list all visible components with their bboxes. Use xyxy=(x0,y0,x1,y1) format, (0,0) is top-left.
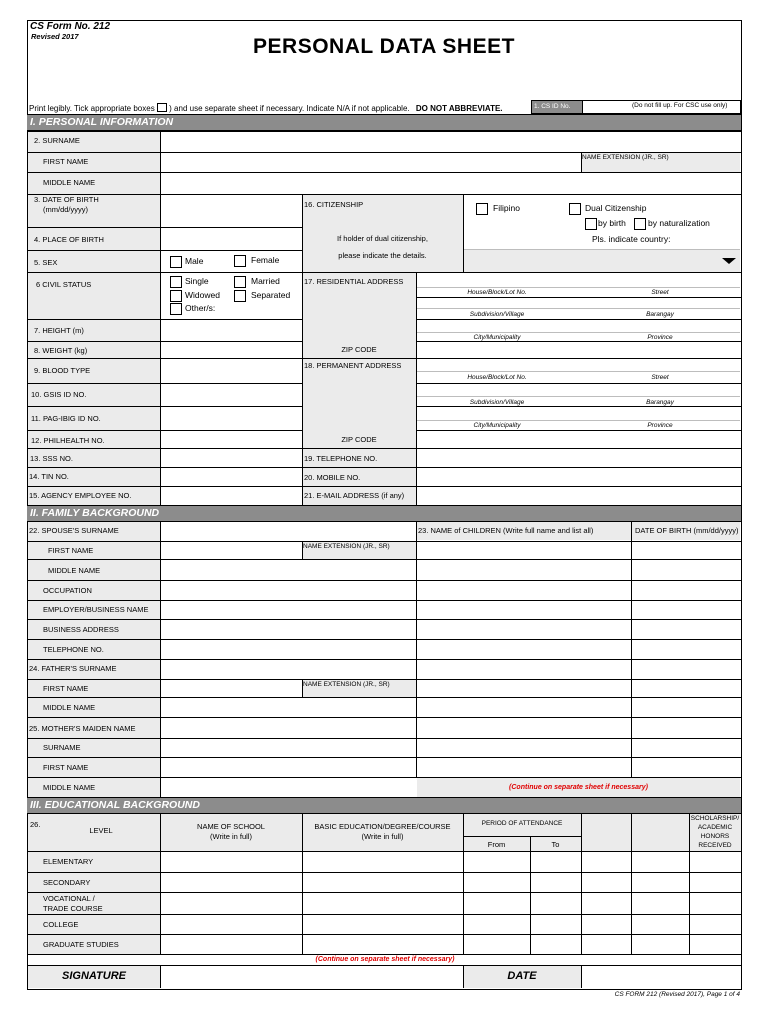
res-province-label: Province xyxy=(647,334,673,341)
mother-maiden-label: 25. MOTHER'S MAIDEN NAME xyxy=(29,724,136,733)
dual-citizenship-checkbox[interactable] xyxy=(569,203,581,215)
children-header: 23. NAME of CHILDREN (Write full name and list all) xyxy=(418,526,594,535)
education-number: 26. xyxy=(30,820,41,829)
secondary-school-field[interactable] xyxy=(161,873,301,891)
res-zip-field[interactable] xyxy=(417,342,740,357)
name-extension-label: NAME EXTENSION (JR., SR) xyxy=(582,154,669,161)
perm-province-label: Province xyxy=(647,422,673,429)
surname-label: 2. SURNAME xyxy=(34,136,80,145)
by-birth-label: by birth xyxy=(598,218,626,228)
height-field[interactable] xyxy=(161,320,301,340)
dob-field[interactable] xyxy=(161,195,301,226)
email-field[interactable] xyxy=(417,487,740,504)
pagibig-label: 11. PAG-IBIG ID NO. xyxy=(31,414,101,423)
employer-field[interactable] xyxy=(161,601,415,618)
weight-field[interactable] xyxy=(161,342,301,357)
spouse-first-name-label: FIRST NAME xyxy=(48,546,94,555)
to-header: To xyxy=(551,840,560,849)
separated-label: Separated xyxy=(251,290,291,300)
father-surname-field[interactable] xyxy=(161,660,415,678)
form-revised: Revised 2017 xyxy=(31,32,79,41)
business-address-field[interactable] xyxy=(161,620,415,638)
father-surname-label: 24. FATHER'S SURNAME xyxy=(29,664,117,673)
perm-city-label: City/Municipality xyxy=(473,422,521,429)
res-city-label: City/Municipality xyxy=(473,334,521,341)
father-first-name-label: FIRST NAME xyxy=(43,684,89,693)
employer-label: EMPLOYER/BUSINESS NAME xyxy=(43,605,149,614)
section-personal-information: I. PERSONAL INFORMATION xyxy=(27,114,741,131)
father-middle-name-field[interactable] xyxy=(161,698,415,716)
period-header: PERIOD OF ATTENDANCE xyxy=(481,820,563,827)
spouse-telephone-field[interactable] xyxy=(161,640,415,658)
dob-label: 3. DATE OF BIRTH xyxy=(34,195,99,204)
sex-label: 5. SEX xyxy=(34,258,58,267)
mother-first-name-label: FIRST NAME xyxy=(43,763,89,772)
elementary-label: ELEMENTARY xyxy=(43,857,94,866)
csc-use-note: (Do not fill up. For CSC use only) xyxy=(632,102,728,109)
from-header: From xyxy=(487,840,506,849)
blood-type-label: 9. BLOOD TYPE xyxy=(34,366,91,375)
tin-field[interactable] xyxy=(161,468,301,485)
telephone-label: 19. TELEPHONE NO. xyxy=(304,454,378,463)
female-label: Female xyxy=(251,255,280,265)
education-continue-note: (Continue on separate sheet if necessary) xyxy=(315,956,455,963)
perm-street-label: Street xyxy=(651,374,669,381)
perm-zip-label: ZIP CODE xyxy=(341,435,377,444)
vocational-school-field[interactable] xyxy=(161,893,301,913)
graduate-school-field[interactable] xyxy=(161,935,301,953)
school-header: NAME OF SCHOOL (Write in full) xyxy=(197,822,265,841)
spouse-middle-name-field[interactable] xyxy=(161,560,415,579)
honors-header: SCHOLARSHIP/ ACADEMIC HONORS RECEIVED xyxy=(690,815,740,849)
example-checkbox-icon xyxy=(157,103,167,112)
vocational-label: VOCATIONAL / TRADE COURSE xyxy=(43,894,103,913)
cs-id-label: 1. CS ID No. xyxy=(534,103,571,110)
by-naturalization-checkbox[interactable] xyxy=(634,218,646,230)
place-of-birth-field[interactable] xyxy=(161,228,301,249)
college-school-field[interactable] xyxy=(161,915,301,933)
secondary-label: SECONDARY xyxy=(43,878,91,887)
res-barangay-label: Barangay xyxy=(646,311,674,318)
perm-zip-field[interactable] xyxy=(417,431,740,447)
permanent-address-label: 18. PERMANENT ADDRESS xyxy=(304,361,402,370)
agency-employee-label: 15. AGENCY EMPLOYEE NO. xyxy=(29,491,132,500)
perm-subdivision-label: Subdivision/Village xyxy=(469,399,525,406)
first-name-label: FIRST NAME xyxy=(43,157,89,166)
dual-note-1: If holder of dual citizenship, xyxy=(337,234,428,243)
section-educational-background: III. EDUCATIONAL BACKGROUND xyxy=(27,797,741,814)
mother-surname-field[interactable] xyxy=(161,739,415,756)
first-name-field[interactable] xyxy=(161,153,580,171)
sss-label: 13. SSS NO. xyxy=(30,454,73,463)
res-subdivision-label: Subdivision/Village xyxy=(469,311,525,318)
married-label: Married xyxy=(251,276,280,286)
page-footer: CS FORM 212 (Revised 2017), Page 1 of 4 xyxy=(614,991,740,998)
spouse-middle-name-label: MIDDLE NAME xyxy=(48,566,101,575)
dual-citizenship-label: Dual Citizenship xyxy=(585,203,647,213)
father-first-name-field[interactable] xyxy=(161,680,301,696)
citizenship-label: 16. CITIZENSHIP xyxy=(304,200,364,209)
college-label: COLLEGE xyxy=(43,920,79,929)
children-dob-header: DATE OF BIRTH (mm/dd/yyyy) xyxy=(635,526,739,535)
female-checkbox[interactable] xyxy=(234,255,246,267)
separated-checkbox[interactable] xyxy=(234,290,246,302)
gsis-label: 10. GSIS ID NO. xyxy=(31,390,87,399)
pagibig-field[interactable] xyxy=(161,407,301,429)
by-birth-checkbox[interactable] xyxy=(585,218,597,230)
male-checkbox[interactable] xyxy=(170,256,182,268)
spouse-first-name-field[interactable] xyxy=(161,542,301,558)
civil-status-label: 6 CIVIL STATUS xyxy=(36,280,92,289)
signature-field[interactable] xyxy=(161,966,462,987)
agency-employee-field[interactable] xyxy=(161,487,301,504)
perm-barangay-label: Barangay xyxy=(646,399,674,406)
spouse-surname-label: 22. SPOUSE'S SURNAME xyxy=(29,526,119,535)
weight-label: 8. WEIGHT (kg) xyxy=(34,346,88,355)
telephone-field[interactable] xyxy=(417,449,740,466)
married-checkbox[interactable] xyxy=(234,276,246,288)
date-label: DATE xyxy=(507,970,537,982)
country-select[interactable] xyxy=(464,249,740,273)
by-naturalization-label: by naturalization xyxy=(648,218,710,228)
widowed-checkbox[interactable] xyxy=(170,290,182,302)
page-title: PERSONAL DATA SHEET xyxy=(253,35,515,58)
surname-field[interactable] xyxy=(161,132,740,151)
others-checkbox[interactable] xyxy=(170,303,182,315)
res-house-label: House/Block/Lot No. xyxy=(467,289,527,296)
philhealth-field[interactable] xyxy=(161,431,301,447)
filipino-checkbox[interactable] xyxy=(476,203,488,215)
middle-name-field[interactable] xyxy=(161,173,740,193)
dob-format: (mm/dd/yyyy) xyxy=(43,205,88,214)
single-label: Single xyxy=(185,276,209,286)
residential-address-label: 17. RESIDENTIAL ADDRESS xyxy=(304,277,404,286)
course-header: BASIC EDUCATION/DEGREE/COURSE (Write in full) xyxy=(314,822,451,841)
filipino-label: Filipino xyxy=(493,203,520,213)
father-middle-name-label: MIDDLE NAME xyxy=(43,703,96,712)
perm-house-label: House/Block/Lot No. xyxy=(467,374,527,381)
mother-middle-name-field[interactable] xyxy=(161,778,415,796)
middle-name-label: MIDDLE NAME xyxy=(43,178,96,187)
others-label: Other/s: xyxy=(185,303,216,313)
place-of-birth-label: 4. PLACE OF BIRTH xyxy=(34,235,104,244)
male-label: Male xyxy=(185,256,204,266)
mother-first-name-field[interactable] xyxy=(161,758,415,776)
chevron-down-icon[interactable] xyxy=(722,258,736,264)
elementary-school-field[interactable] xyxy=(161,852,301,871)
family-continue-note: (Continue on separate sheet if necessary) xyxy=(509,784,648,791)
spouse-surname-field[interactable] xyxy=(161,523,415,540)
tin-label: 14. TIN NO. xyxy=(29,472,69,481)
graduate-label: GRADUATE STUDIES xyxy=(43,940,119,949)
mother-maiden-field[interactable] xyxy=(161,718,415,737)
sss-field[interactable] xyxy=(161,449,301,466)
spouse-telephone-label: TELEPHONE NO. xyxy=(43,645,104,654)
mother-middle-name-label: MIDDLE NAME xyxy=(43,783,96,792)
father-name-extension-label: NAME EXTENSION (JR., SR) xyxy=(303,681,390,688)
indicate-country-label: Pls. indicate country: xyxy=(592,234,671,244)
res-street-label: Street xyxy=(651,289,669,296)
mobile-label: 20. MOBILE NO. xyxy=(304,473,361,482)
res-zip-label: ZIP CODE xyxy=(341,345,377,354)
form-number: CS Form No. 212 xyxy=(30,21,111,32)
single-checkbox[interactable] xyxy=(170,276,182,288)
mother-surname-label: SURNAME xyxy=(43,743,81,752)
level-header: LEVEL xyxy=(89,826,113,835)
gsis-field[interactable] xyxy=(161,384,301,405)
email-label: 21. E-MAIL ADDRESS (if any) xyxy=(304,491,405,500)
signature-label: SIGNATURE xyxy=(62,970,126,982)
date-field[interactable] xyxy=(582,966,740,987)
dual-note-2: please indicate the details. xyxy=(338,251,427,260)
philhealth-label: 12. PHILHEALTH NO. xyxy=(31,436,105,445)
section-family-background: II. FAMILY BACKGROUND xyxy=(27,505,741,522)
instructions-text: Print legibly. Tick appropriate boxes ) and use separate sheet if necessary. Indicate N/A if not applicable. DO NOT ABBREVIATE. xyxy=(29,104,503,113)
business-address-label: BUSINESS ADDRESS xyxy=(43,625,119,634)
occupation-label: OCCUPATION xyxy=(43,586,92,595)
blood-type-field[interactable] xyxy=(161,359,301,382)
spouse-name-extension-label: NAME EXTENSION (JR., SR) xyxy=(303,543,390,550)
height-label: 7. HEIGHT (m) xyxy=(34,326,84,335)
widowed-label: Widowed xyxy=(185,290,220,300)
occupation-field[interactable] xyxy=(161,581,415,599)
mobile-field[interactable] xyxy=(417,468,740,485)
